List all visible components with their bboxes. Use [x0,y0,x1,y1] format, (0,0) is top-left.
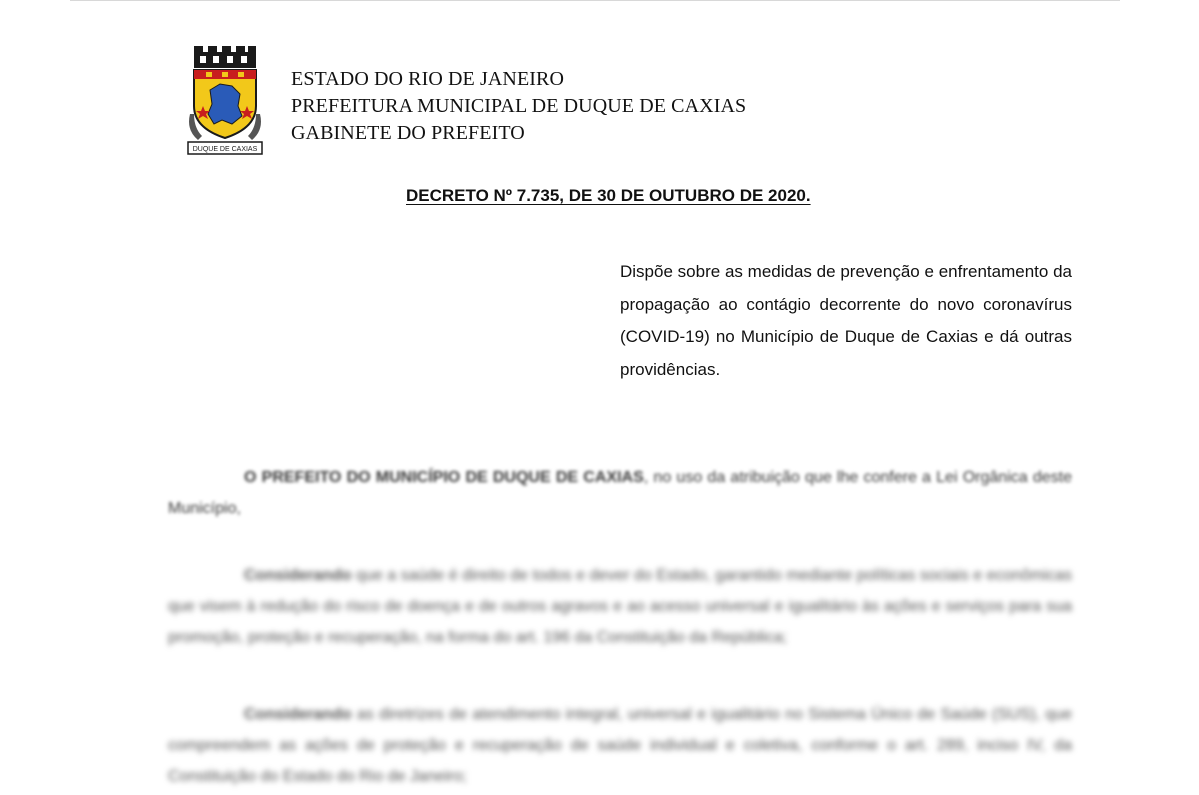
considering-bold-2: Considerando [244,706,352,723]
considering-text-2: as diretrizes de atendimento integral, universal e igualitário no Sistema Único de Saúde (SUS), que compreendem as ações de proteção e recuperação de saúde individual e coletiva, conforme o art. 289, inciso IV, da Constituição do Estado do Rio de Janeiro; [168,706,1072,785]
letterhead [291,66,746,147]
considering-text-1: que a saúde é direito de todos e dever do Estado, garantido mediante políticas sociais e econômicas que visem à redução do risco de doença e de outros agravos e ao acesso universal e igualitário às ações e serviços para sua promoção, proteção e recuperação, na forma do art. 196 da Constituição da República; [168,567,1072,646]
decree-summary: Dispõe sobre as medidas de prevenção e enfrentamento da propagação ao contágio decorrente do novo coronavírus (COVID-19) no Município de Duque de Caxias e dá outras providências. [620,262,1072,379]
preamble-bold: O PREFEITO DO MUNICÍPIO DE DUQUE DE CAXIAS [244,469,644,486]
decree-title: DECRETO Nº 7.735, DE 30 DE OUTUBRO DE 2020. [406,186,811,205]
preamble-paragraph [168,462,1072,524]
considering-bold-1: Considerando [244,567,352,584]
considering-paragraph-2 [168,699,1072,792]
considering-paragraph-1 [168,560,1072,653]
state-name: ESTADO DO RIO DE JANEIRO [291,68,565,90]
prefecture-name: PREFEITURA MUNICIPAL DE DUQUE DE CAXIAS [291,95,747,117]
coat-of-arms-icon [186,44,264,160]
preamble-text: , no uso da atribuição que lhe confere a Lei Orgânica deste Município, [168,469,1072,517]
office-name: GABINETE DO PREFEITO [291,122,525,144]
svg-text:DUQUE DE CAXIAS: DUQUE DE CAXIAS [192,146,258,153]
page-top-border [70,0,1120,1]
